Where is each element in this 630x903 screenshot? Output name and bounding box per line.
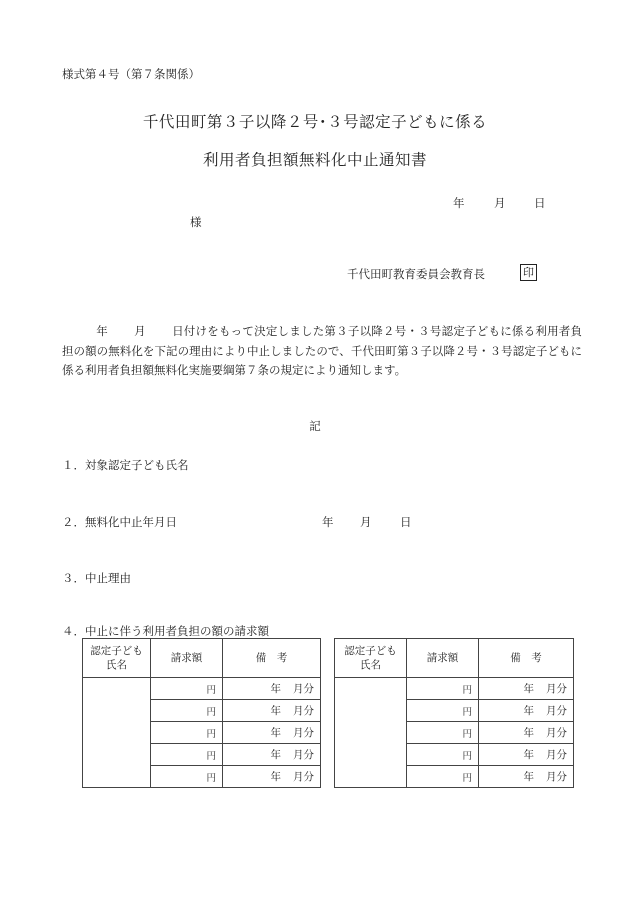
- addressee-suffix: 様: [190, 215, 202, 229]
- issue-date-month: 月: [494, 196, 506, 210]
- amount-cell: 円: [151, 766, 223, 788]
- form-number: 様式第４号（第７条関係）: [62, 67, 200, 81]
- note-cell: 年 月分: [223, 700, 321, 722]
- amount-cell: 円: [151, 700, 223, 722]
- note-cell: 年 月分: [479, 722, 574, 744]
- claim-table-left: [82, 638, 321, 788]
- issuer-name: 千代田町教育委員会教育長: [347, 267, 485, 281]
- header-amount: 請求額: [151, 639, 223, 678]
- document-title-line1: 千代田町第３子以降２号･３号認定子どもに係る: [142, 113, 488, 131]
- child-name-cell: [83, 678, 151, 788]
- item-target-child: １．対象認定子ども氏名: [62, 458, 189, 472]
- amount-cell: 円: [407, 722, 479, 744]
- notice-body: [62, 322, 582, 381]
- child-name-cell: [335, 678, 407, 788]
- issue-date-year: 年: [453, 196, 465, 210]
- amount-cell: 円: [407, 678, 479, 700]
- table-header-row: [335, 639, 574, 678]
- header-child-name: 認定子ども 氏名: [335, 639, 407, 678]
- issue-date-day: 日: [534, 196, 546, 210]
- note-cell: 年 月分: [479, 678, 574, 700]
- header-child-name: 認定子ども 氏名: [83, 639, 151, 678]
- note-cell: 年 月分: [223, 766, 321, 788]
- header-amount: 請求額: [407, 639, 479, 678]
- amount-cell: 円: [407, 744, 479, 766]
- amount-cell: 円: [407, 700, 479, 722]
- ki-heading: 記: [309, 419, 321, 433]
- item-claim-amount: ４．中止に伴う利用者負担の額の請求額: [62, 624, 269, 638]
- note-cell: 年 月分: [223, 678, 321, 700]
- body-month: 月: [133, 324, 146, 338]
- item-stop-date: ２．無料化中止年月日: [62, 515, 177, 529]
- stop-date-year: 年: [322, 515, 334, 529]
- note-cell: 年 月分: [479, 700, 574, 722]
- claim-table-right: [334, 638, 574, 788]
- amount-cell: 円: [151, 722, 223, 744]
- stop-date-month: 月: [360, 515, 372, 529]
- header-note: 備 考: [479, 639, 574, 678]
- table-row: [83, 678, 321, 700]
- note-cell: 年 月分: [223, 722, 321, 744]
- header-note: 備 考: [223, 639, 321, 678]
- amount-cell: 円: [151, 744, 223, 766]
- table-row: [335, 678, 574, 700]
- body-text: 日付けをもって決定しました第３子以降２号・３号認定子どもに係る利用者負担の額の無料化を下記の理由により中止しましたので、千代田町第３子以降２号・３号認定子どもに係る利用者負担額無料化実施要綱第７条の規定により通知します。: [62, 324, 582, 377]
- item-stop-reason: ３．中止理由: [62, 571, 131, 585]
- note-cell: 年 月分: [479, 744, 574, 766]
- note-cell: 年 月分: [479, 766, 574, 788]
- document-title-line2: 利用者負担額無料化中止通知書: [202, 151, 427, 169]
- table-header-row: [83, 639, 321, 678]
- amount-cell: 円: [407, 766, 479, 788]
- stop-date-day: 日: [400, 515, 412, 529]
- seal-stamp: 印: [520, 264, 537, 281]
- body-year: 年: [96, 324, 108, 338]
- amount-cell: 円: [151, 678, 223, 700]
- note-cell: 年 月分: [223, 744, 321, 766]
